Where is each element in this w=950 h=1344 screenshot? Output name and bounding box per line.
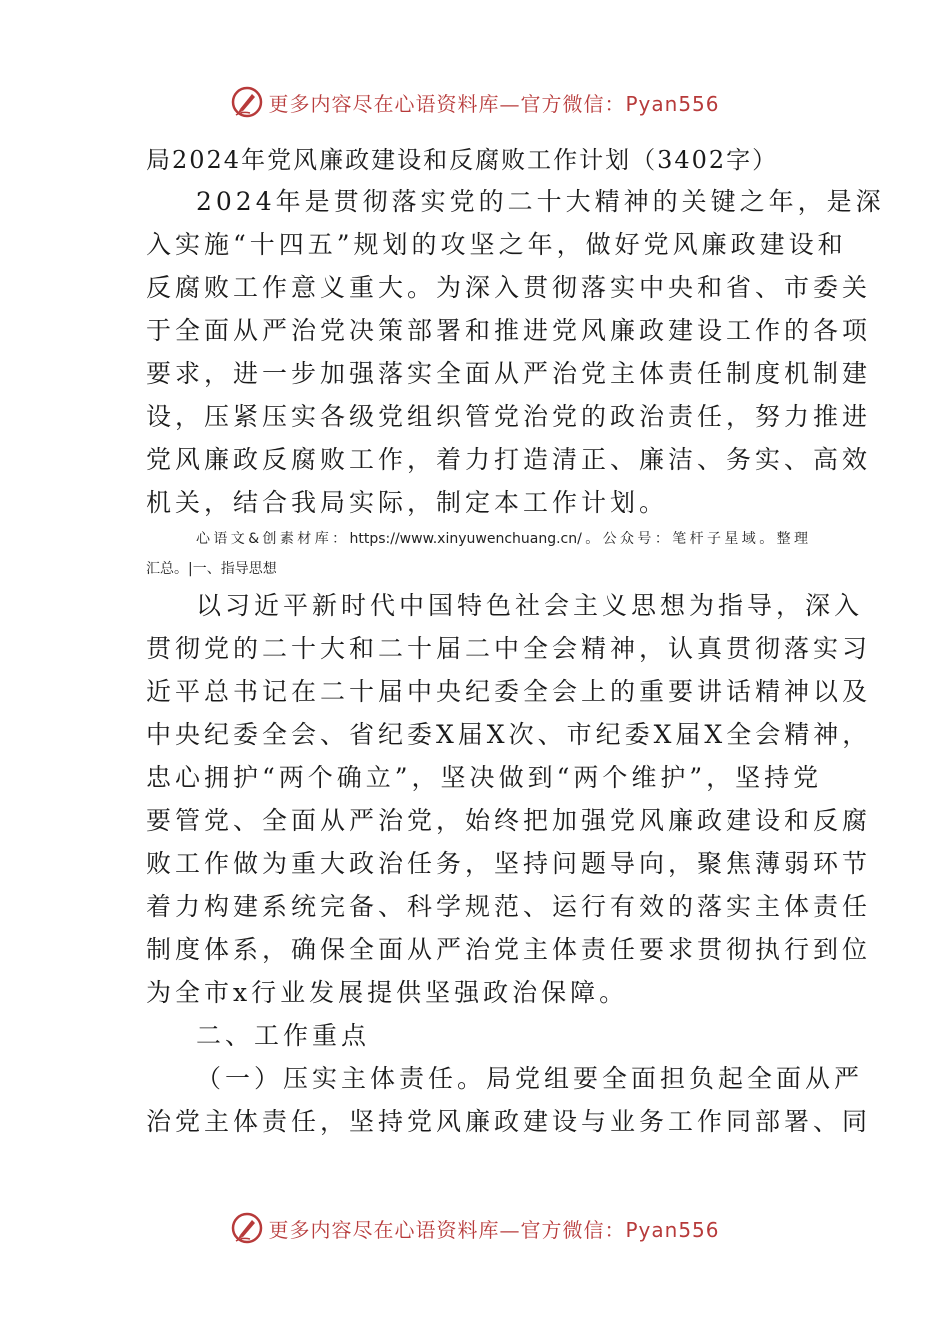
pen-circle-logo-icon — [230, 1211, 264, 1245]
section2-line: （一）压实主体责任。局党组要全面担负起全面从严 — [196, 1064, 864, 1093]
section1-line: 为全市x行业发展提供坚强政治保障。 — [146, 978, 629, 1007]
section1-line: 要管党、全面从严治党，始终把加强党风廉政建设和反腐 — [146, 806, 872, 835]
header-banner — [0, 82, 950, 122]
section1-line: 制度体系，确保全面从严治党主体责任要求贯彻执行到位 — [146, 935, 872, 964]
intro-line: 要求，进一步加强落实全面从严治党主体责任制度机制建 — [146, 359, 872, 388]
intro-line: 设，压紧压实各级党组织管党治党的政治责任，努力推进 — [146, 402, 872, 431]
source-note: 汇总。|一、指导思想 — [146, 561, 277, 577]
banner-label: 更多内容尽在心语资料库—官方微信： — [268, 91, 626, 116]
source-note: 心语文&创素材库：https://www.xinyuwenchuang.cn/。公众号：笔杆子星域。整理 — [196, 531, 808, 547]
section1-line: 败工作做为重大政治任务，坚持问题导向，聚焦薄弱环节 — [146, 849, 872, 878]
banner-text — [268, 1214, 719, 1243]
intro-line: 机关，结合我局实际，制定本工作计划。 — [146, 488, 669, 517]
document-title: 局2024年党风廉政建设和反腐败工作计划（3402字） — [146, 146, 779, 174]
intro-line: 2024年是贯彻落实党的二十大精神的关键之年，是深 — [196, 187, 885, 216]
intro-line: 于全面从严治党决策部署和推进党风廉政建设工作的各项 — [146, 316, 872, 345]
section2-heading: 二、工作重点 — [196, 1021, 371, 1050]
intro-line: 反腐败工作意义重大。为深入贯彻落实中央和省、市委关 — [146, 273, 872, 302]
intro-line: 入实施“十四五”规划的攻坚之年，做好党风廉政建设和 — [146, 230, 847, 259]
section1-line: 着力构建系统完备、科学规范、运行有效的落实主体责任 — [146, 892, 872, 921]
section1-line: 贯彻党的二十大和二十届二中全会精神，认真贯彻落实习 — [146, 634, 872, 663]
footer-banner — [0, 1208, 950, 1248]
intro-line: 党风廉政反腐败工作，着力打造清正、廉洁、务实、高效 — [146, 445, 872, 474]
section1-line: 忠心拥护“两个确立”，坚决做到“两个维护”，坚持党 — [146, 763, 823, 792]
section1-line: 近平总书记在二十届中央纪委全会上的重要讲话精神以及 — [146, 677, 872, 706]
section1-line: 以习近平新时代中国特色社会主义思想为指导，深入 — [196, 591, 864, 620]
pen-circle-logo-icon — [230, 85, 264, 119]
banner-wechat-id: Pyan556 — [625, 91, 720, 116]
banner-wechat-id: Pyan556 — [625, 1217, 720, 1242]
banner-text — [268, 88, 719, 117]
section1-line: 中央纪委全会、省纪委X届X次、市纪委X届X全会精神， — [146, 720, 872, 749]
banner-label: 更多内容尽在心语资料库—官方微信： — [268, 1217, 626, 1242]
section2-line: 治党主体责任，坚持党风廉政建设与业务工作同部署、同 — [146, 1107, 872, 1136]
document-body — [146, 140, 885, 1143]
